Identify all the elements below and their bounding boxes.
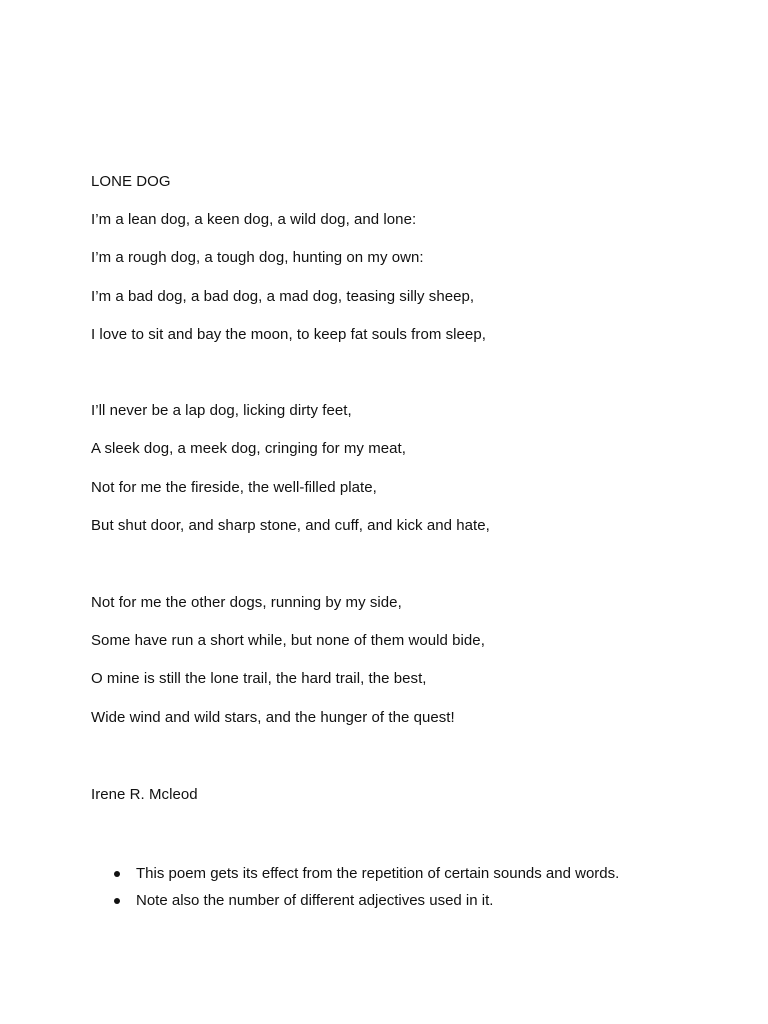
poem-line: I’ll never be a lap dog, licking dirty feet, [91,402,352,419]
list-item [112,860,619,887]
poem-title: LONE DOG [91,173,171,190]
poem-line: I’m a bad dog, a bad dog, a mad dog, teasing silly sheep, [91,288,475,305]
poem-author: Irene R. Mcleod [91,786,198,803]
bullet-icon [114,871,120,877]
note-text: Note also the number of different adjectives used in it. [136,892,494,909]
poem-line: Some have run a short while, but none of them would bide, [91,632,485,649]
note-text: This poem gets its effect from the repetition of certain sounds and words. [136,865,620,882]
poem-line: I’m a lean dog, a keen dog, a wild dog, and lone: [91,211,417,228]
poem-line: O mine is still the lone trail, the hard trail, the best, [91,670,427,687]
poem-line: But shut door, and sharp stone, and cuff, and kick and hate, [91,517,490,534]
poem-line: Wide wind and wild stars, and the hunger of the quest! [91,709,455,726]
poem-line: I love to sit and bay the moon, to keep fat souls from sleep, [91,326,486,343]
bullet-icon [114,898,120,904]
list-item [112,887,619,914]
poem-line: I’m a rough dog, a tough dog, hunting on my own: [91,249,424,266]
poem-line: A sleek dog, a meek dog, cringing for my meat, [91,440,406,457]
poem-line: Not for me the fireside, the well-filled plate, [91,479,377,496]
poem-line: Not for me the other dogs, running by my side, [91,594,402,611]
notes-list [112,860,619,914]
